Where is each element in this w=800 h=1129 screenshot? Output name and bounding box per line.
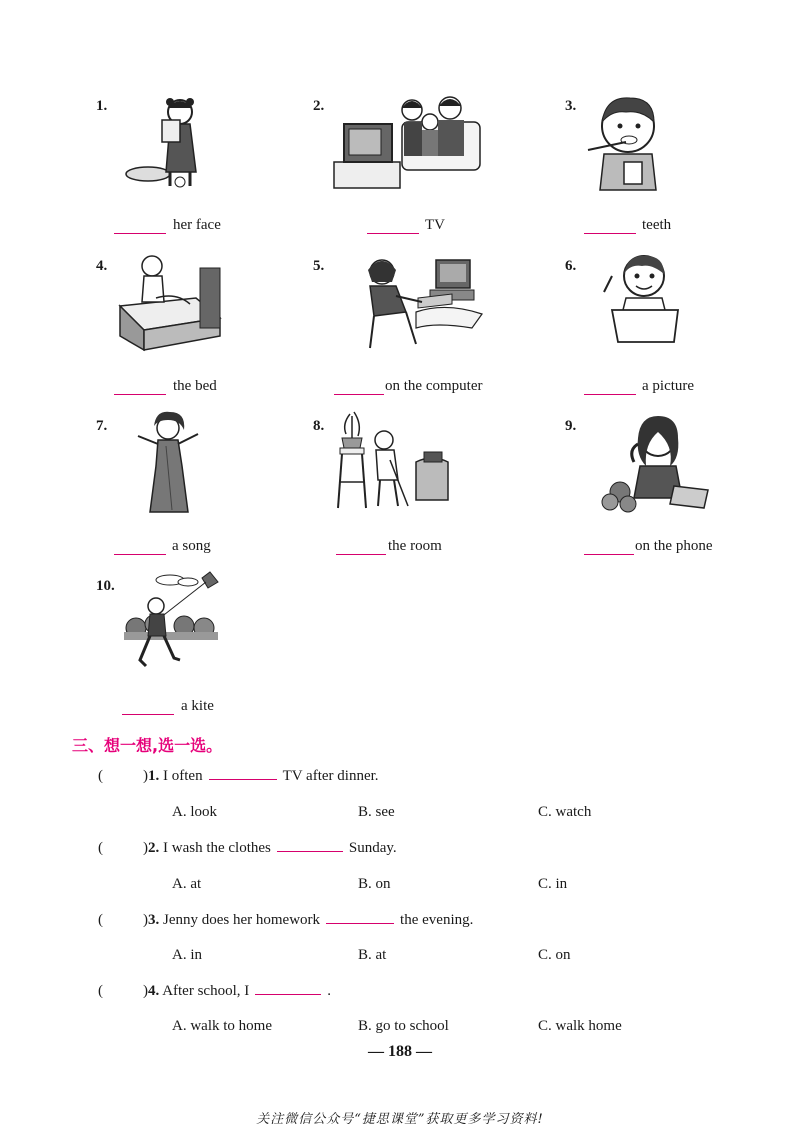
answer-paren-open: ( [98, 983, 103, 999]
question-text-after: TV after dinner. [282, 768, 379, 784]
item-number: 9. [565, 418, 577, 434]
girl-on-phone-illustration [600, 410, 715, 514]
child-making-bed-illustration [116, 252, 226, 352]
boy-cleaning-room-illustration [332, 410, 452, 512]
question-1 [143, 768, 379, 785]
woman-singing-illustration [128, 410, 208, 514]
answer-paren-close: ) [143, 983, 148, 999]
question-text-before: After school, I [162, 983, 250, 999]
question-number: 3. [148, 912, 160, 928]
question-number: 4. [148, 983, 160, 999]
option-b[interactable]: B. see [358, 804, 395, 820]
item-caption: a song [172, 538, 211, 554]
section-title: 三、想一想,选一选。 [72, 736, 223, 755]
item-caption: on the phone [635, 538, 713, 554]
option-b[interactable]: B. on [358, 876, 391, 892]
answer-paren-close: ) [143, 912, 148, 928]
option-c[interactable]: C. in [538, 876, 568, 892]
question-blank[interactable] [209, 778, 277, 780]
item-caption: teeth [642, 217, 672, 233]
option-a[interactable]: A. walk to home [172, 1018, 272, 1034]
answer-blank[interactable] [334, 394, 384, 395]
item-caption: the room [388, 538, 442, 554]
item-number: 6. [565, 258, 577, 274]
boy-flying-kite-illustration [124, 570, 220, 674]
item-caption: on the computer [385, 378, 483, 394]
option-c[interactable]: C. watch [538, 804, 592, 820]
item-number: 4. [96, 258, 108, 274]
answer-paren-close: ) [143, 840, 148, 856]
answer-blank[interactable] [367, 233, 419, 234]
item-number: 10. [96, 578, 115, 594]
question-number: 2. [148, 840, 160, 856]
question-text-before: I often [163, 768, 203, 784]
woman-at-computer-illustration [356, 252, 486, 352]
question-2 [143, 840, 397, 857]
girl-washing-face-illustration [118, 92, 218, 190]
item-caption: TV [425, 217, 445, 233]
option-a[interactable]: A. in [172, 947, 202, 963]
boy-brushing-teeth-illustration [586, 92, 666, 192]
option-b[interactable]: B. at [358, 947, 387, 963]
option-b[interactable]: B. go to school [358, 1018, 449, 1034]
question-text-after: the evening. [400, 912, 474, 928]
answer-paren-open: ( [98, 768, 103, 784]
option-a[interactable]: A. at [172, 876, 202, 892]
option-c[interactable]: C. walk home [538, 1018, 622, 1034]
item-number: 3. [565, 98, 577, 114]
item-number: 2. [313, 98, 325, 114]
question-blank[interactable] [255, 993, 321, 995]
question-blank[interactable] [326, 922, 394, 924]
answer-blank[interactable] [584, 233, 636, 234]
item-number: 8. [313, 418, 325, 434]
question-text-after: . [327, 983, 331, 999]
item-number: 7. [96, 418, 108, 434]
footer-note: 关注微信公众号“捷思课堂”获取更多学习资料! [256, 1112, 544, 1127]
family-watching-tv-illustration [332, 92, 482, 190]
page-number: — 188 — [368, 1043, 432, 1060]
boy-drawing-illustration [598, 252, 688, 352]
item-caption: a picture [642, 378, 695, 394]
option-c[interactable]: C. on [538, 947, 571, 963]
answer-blank[interactable] [584, 554, 634, 555]
question-text-before: Jenny does her homework [163, 912, 321, 928]
answer-paren-close: ) [143, 768, 148, 784]
item-number: 5. [313, 258, 325, 274]
question-blank[interactable] [277, 850, 343, 852]
answer-blank[interactable] [336, 554, 386, 555]
answer-paren-open: ( [98, 840, 103, 856]
question-text-after: Sunday. [348, 840, 397, 856]
answer-blank[interactable] [584, 394, 636, 395]
answer-blank[interactable] [114, 394, 166, 395]
item-caption: the bed [173, 378, 217, 394]
answer-blank[interactable] [122, 714, 174, 715]
question-number: 1. [148, 768, 160, 784]
question-text-before: I wash the clothes [163, 840, 271, 856]
question-3 [143, 912, 473, 929]
item-caption: her face [173, 217, 221, 233]
question-4 [143, 983, 331, 1000]
item-number: 1. [96, 98, 108, 114]
answer-blank[interactable] [114, 554, 166, 555]
item-caption: a kite [181, 698, 214, 714]
option-a[interactable]: A. look [172, 804, 217, 820]
answer-paren-open: ( [98, 912, 103, 928]
answer-blank[interactable] [114, 233, 166, 234]
